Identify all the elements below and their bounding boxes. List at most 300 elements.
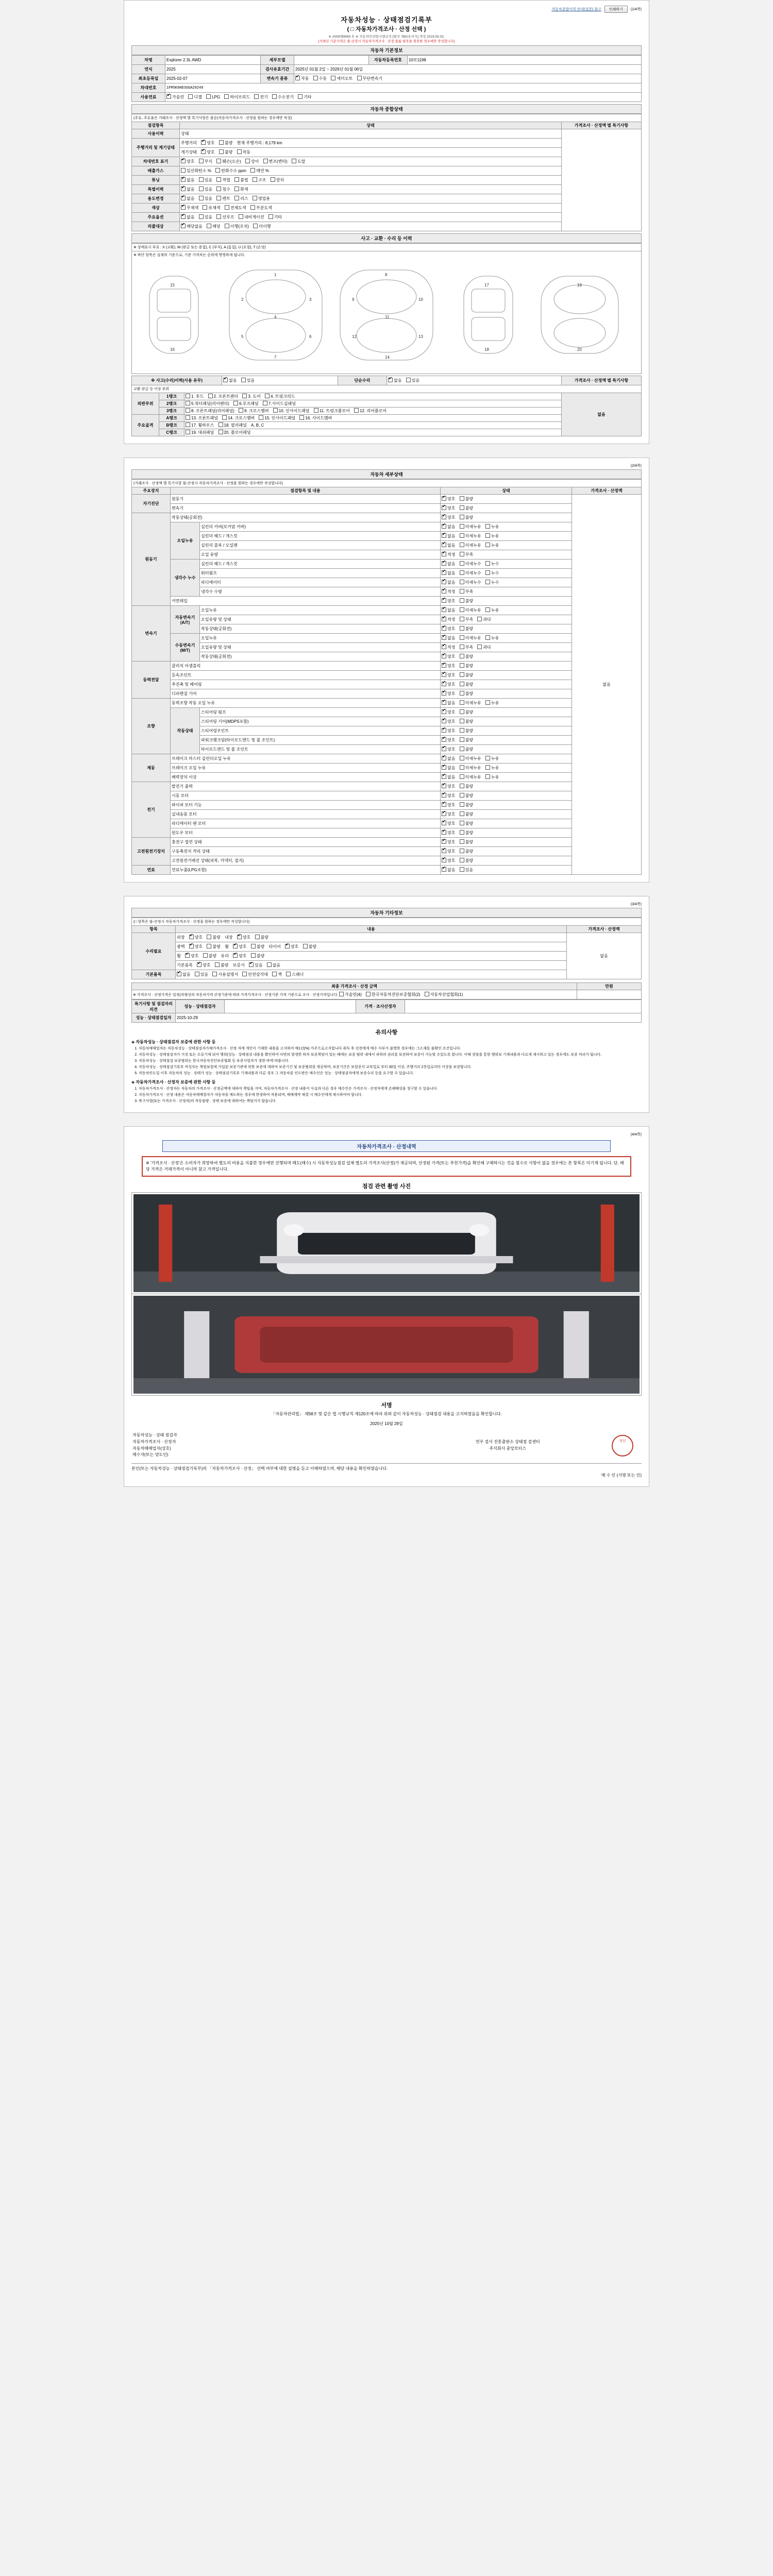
power-item-2: 추진축 및 베어링 [171, 680, 441, 689]
page-label-2: (2/4쪽) [630, 464, 642, 468]
mt-state-1: ✔ 적정 부족 과다 [441, 643, 572, 652]
recall-opt-done[interactable]: 이행(조치) [225, 224, 249, 229]
terms-item-1-2: 3. 복구사항(또는 가격조사 · 산정차)의 작동불량 · 상태 보증에 대하여는 책임지지 않습니다. [139, 1099, 642, 1104]
elec-state-4: ✔ 양호 불량 [441, 819, 572, 828]
top-link[interactable]: 자동차종합이력 안내(설문) 참고 [551, 8, 601, 11]
label-insp: 검사유효기간 [261, 65, 294, 74]
cond-row-special-value [180, 185, 562, 194]
other-head-note: (□ 항목은 불-산정시 자동차가격조사 · 산정을 원하는 경우에만 작성합니다) [131, 918, 642, 925]
svg-text:3: 3 [309, 297, 312, 302]
cond-row-recall-label: 리콜대상 [132, 222, 180, 231]
other-row-1: 광택 ✔ 양호 불량 휠 ✔ 양호 불량 타이어 ✔ 양호 불량 [176, 942, 567, 952]
outer-panel-label: 외판부위 [132, 393, 159, 415]
elec-item-4: 라디에이터 팬 모터 [171, 819, 441, 828]
svg-text:14: 14 [385, 355, 390, 360]
usechg-opt-yes[interactable]: 있음 [199, 196, 212, 201]
terms-item-0-0: 1. 자동차매매업자는 자동차성능 · 상태점검자가체가격조사 · 산정 자에 개인이 기재한 내용을 고지하여 매1년(%) 가주으로고지합니다 취득 후 선전에게 매수 사부가 불명한 경우에는 그소재를 불확인 조건입니다. [139, 1046, 642, 1052]
engine-item-2: 실린더 헤드 / 개스킷 [200, 532, 441, 541]
terms-list-1 [139, 1087, 642, 1104]
footer-confirm: 본인(또는 자동차성능 · 상태점검기록부)의 「자동차가격조사 · 산정」 선택 여부에 대한 설명을 듣고 이해하였으며, 해당 내용을 확인하였습니다. [131, 1463, 642, 1472]
at-item-1: 오일유량 및 상태 [200, 615, 441, 624]
hv-state-2: ✔ 양호 불량 [441, 856, 572, 866]
accident-bottom-right-label: 단순수리 [338, 376, 387, 385]
elec-item-2: 와이퍼 모터 기능 [171, 801, 441, 810]
value-regno: 10모1198 [408, 56, 642, 65]
meter-opt-1[interactable]: 불량 [219, 149, 232, 155]
sign-line-3: 매수자(또는 양도인) [132, 1452, 169, 1458]
engine-state-9: ✔ 양호 불량 [441, 597, 572, 606]
opinion-v2-label: 가격 · 조사산정자 [356, 1000, 405, 1013]
cond-row-color-value [180, 204, 562, 213]
recall-opt-na[interactable]: ✔ 해당없음 [181, 224, 203, 229]
engine-sub-oil: 오일누유 [171, 522, 200, 560]
price-info-redbox: ※ '가격조사 · 산정'은 소비자가 희망하여 별도의 비용을 지불한 경우에만 진행되며 매도(매수) 시 자동차성능점검 업체 별도의 가격조사(산정)가 제공되며, 산정된 가격(또는 추천가격)을 확인해 구매하시는 것을 필수로 사항이 없을 경우에는 본 항목은 미기재 됩니다. 단, 해당 가격은 거래가격이 아니며 참고 가격입니다. [142, 1156, 631, 1177]
trans-sub-at: 자동변속기(A/T) [171, 606, 200, 634]
svg-text:19: 19 [577, 283, 582, 287]
svg-text:12: 12 [352, 334, 357, 339]
steer-item-5: 타이로드엔드 및 볼 조인트 [200, 745, 441, 754]
at-item-2: 작동상태(공회전) [200, 624, 441, 634]
tuning-opt-legal[interactable]: 적법 [216, 177, 230, 183]
steer-state-0: ✔ 없음 미세누유 누유 [441, 699, 572, 708]
engine-state-5: ✔ 없음 미세누수 누수 [441, 560, 572, 569]
opinion-label: 특기사항 및 점검자의 의견 [132, 1000, 176, 1013]
mt-state-2: ✔ 양호 불량 [441, 652, 572, 662]
other-row-4: ✔ 없음 있음 사용설명서 안전삼각대 잭 스패너 [176, 970, 567, 979]
engine-item-8: 냉각수 수량 [200, 587, 441, 597]
recall-opt-yes[interactable]: 해당 [207, 224, 220, 229]
accident-bottom-right-value [387, 376, 562, 385]
section-condition-title: 자동차 종합상태 [131, 104, 642, 114]
outer-items-0: 1. 후드 2. 프론트팬더 3. 도어 4. 트렁크리드 [184, 393, 562, 400]
elec-item-0: 발전기 출력 [171, 782, 441, 791]
engine-item-7: 라디에이터 [200, 578, 441, 587]
page-subtitle: ( □ 자동차가격조사 · 산정 선택 ) [347, 26, 426, 32]
svg-text:8: 8 [385, 273, 388, 277]
svg-text:7: 7 [274, 355, 277, 360]
engine-item-0: 작동상태(공회전) [171, 513, 441, 522]
vinmark-opt-0[interactable]: ✔ 양호 [181, 159, 194, 164]
other-row-3: 기본품목 ✔ 양호 불량 보증서 ✔ 있음 없음 [176, 961, 567, 970]
cond-row-color-label: 색상 [132, 204, 180, 213]
inspect-date-value: 2025-10-29 [176, 1013, 642, 1023]
vinmark-opt-4[interactable]: 변조(변타) [263, 159, 288, 164]
terms-item-1-1: 2. 자동차가격조사 · 산정 내용은 자동차매매업자가 자동차를 매도하는 경우에 한정하여 적용되며, 매매계약 체결 시 매수인에게 제시하여야 합니다. [139, 1093, 642, 1098]
accident-note-2: ※ 하단 항목은 실제의 기준으로, 기준 가격차는 순위에 명명하세 됩니다. [131, 251, 642, 259]
terms-title: 유의사항 [375, 1029, 398, 1036]
power-state-1: ✔ 양호 불량 [441, 671, 572, 680]
hv-state-0: ✔ 양호 불량 [441, 838, 572, 847]
cond-col-1: 상태 [180, 122, 562, 129]
accident-note-1: ※ 상태표시 부호 : X (교환), W (판금 또는 용접), C (부식), A (흠집), U (요철), T (손상) [131, 243, 642, 251]
svg-text:13: 13 [418, 334, 423, 339]
fuelrow-state-0: ✔ 없음 있음 [441, 866, 572, 875]
brake-item-1: 브레이크 오일 누유 [171, 764, 441, 773]
meter-opt-0[interactable]: ✔ 양호 [201, 149, 214, 155]
elec-state-5: ✔ 양호 불량 [441, 828, 572, 838]
accident-bottom-left-value [222, 376, 338, 385]
inner-items-0: 13. 프론트패널 14. 크로스맴버 15. 인사이드패널 16. 사이드맴버 [184, 415, 562, 422]
trans-sub-mt: 수동변속기(M/T) [171, 634, 200, 662]
price-note: ※ 가격조사 · 산정가격은 일정(차량상의 자동차가격 산정기준에 따라 가격가격조사 · 산정기준 가격 기준으로 조사 · 산정가격입니다. 가솔린(4) 한국자동차진단보증협회(2) 자동차산업협회(1) [132, 990, 577, 999]
selfdiag-state-0: ✔ 양호 불량 [441, 495, 572, 504]
trip-opt-ok[interactable]: ✔ 양호 [201, 140, 214, 146]
usechg-opt-rent[interactable]: 렌트 [216, 196, 230, 201]
opinion-table [131, 999, 642, 1023]
tuning-opt-none[interactable]: ✔ 없음 [181, 177, 194, 183]
detail-table [131, 487, 642, 875]
label-regno: 자동차등록번호 [369, 56, 408, 65]
svg-text:2: 2 [241, 297, 244, 302]
page-1 [124, 0, 649, 444]
cond-row-meter-value: 계기상태 ✔ 양호 불량 작동 [180, 148, 562, 157]
price-unit: 만원 [577, 983, 642, 990]
engine-item-5: 실린더 헤드 / 개스킷 [200, 560, 441, 569]
cond-row-recall-value [180, 222, 562, 231]
steer-item-1: 스티어링 펌프 [200, 708, 441, 717]
opinion-v2[interactable] [405, 1000, 642, 1013]
footer-signature[interactable]: 매 수 인 (서명 또는 인) [601, 1472, 642, 1478]
photo-2-box [131, 1294, 642, 1396]
cond-row-option-label: 주요옵션 [132, 213, 180, 222]
mt-state-0: ✔ 없음 미세누유 누유 [441, 634, 572, 643]
simple-none[interactable]: ✔ 없음 [388, 378, 401, 383]
sign-line-1: 자동차가격조사 · 산정자 [132, 1439, 176, 1444]
usechg-opt-lease[interactable]: 리스 [234, 196, 248, 201]
vinmark-opt-3[interactable]: 상이 [245, 159, 259, 164]
steer-state-1: ✔ 양호 불량 [441, 708, 572, 717]
outer-items-2: 8. 프론트패널(리어패널) 9. 크로스맴버 10. 인사이드패널 11. 트렁크플로어 12. 리어플로어 [184, 408, 562, 415]
special-opt-yes[interactable]: 있음 [199, 187, 212, 192]
other-grp-basic: 기본품목 [132, 970, 176, 979]
page-label-4: (4/4쪽) [630, 1133, 642, 1137]
detail-col-3: 가격조사 · 산정액 [572, 487, 642, 495]
engine-state-3: ✔ 없음 미세누유 누유 [441, 541, 572, 550]
at-state-1: ✔ 적정 부족 과다 [441, 615, 572, 624]
signature-table [131, 1432, 642, 1459]
inner-frame-label: 주요골격 [132, 415, 159, 436]
fuel-opt-4[interactable]: 전기 [254, 94, 267, 100]
label-fuel: 사용연료 [132, 93, 165, 102]
accident-summary-table [131, 376, 642, 385]
cond-row-trip-value: 주행거리 ✔ 양호 불량 현재 주행거리 : 8,179 km [180, 139, 562, 148]
terms-item-0-2: 3. 자동차성능 · 상태점검 보증범위는 한국자동차진단보증협회 등 보증사업자가 정한 바에 따릅니다. [139, 1059, 642, 1064]
sign-date: 2025년 10월 29일 [370, 1421, 403, 1427]
trans-opt-cvt[interactable]: 무단변속기 [357, 76, 383, 81]
section-other-title: 자동차 기타정보 [131, 908, 642, 918]
at-state-2: ✔ 양호 불량 [441, 624, 572, 634]
page-4 [124, 1126, 649, 1486]
elec-item-1: 시동 모터 [171, 791, 441, 801]
grp-brake: 제동 [132, 754, 171, 782]
option-opt-none[interactable]: ✔ 없음 [181, 214, 194, 220]
svg-text:6: 6 [309, 334, 312, 339]
elec-state-0: ✔ 양호 불량 [441, 782, 572, 791]
trip-opt-bad[interactable]: 불량 [219, 140, 232, 146]
grp-engine: 원동기 [132, 513, 171, 606]
outer-rank-0: 1랭크 [159, 393, 184, 400]
page-label-3: (3/4쪽) [630, 903, 642, 906]
cond-row-option-value [180, 213, 562, 222]
page-3 [124, 896, 649, 1113]
vinmark-opt-1[interactable]: 부식 [199, 159, 212, 164]
simple-yes[interactable]: 있음 [406, 378, 419, 383]
svg-text:16: 16 [170, 347, 175, 352]
engine-item-3: 실린더 블록 / 오일팬 [200, 541, 441, 550]
svg-text:1: 1 [274, 273, 277, 277]
acc-none[interactable]: ✔ 없음 [223, 378, 237, 383]
engine-state-4: ✔ 적정 부족 [441, 550, 572, 560]
cond-row-usage-label: 사용이력 [132, 129, 180, 139]
sign-line-0: 자동차성능 · 상태 점검자 [132, 1432, 177, 1437]
power-state-3: ✔ 양호 불량 [441, 689, 572, 699]
opinion-v1[interactable] [225, 1000, 356, 1013]
value-submodel [294, 56, 369, 65]
power-item-1: 등속조인트 [171, 671, 441, 680]
other-table [131, 925, 642, 979]
fuel-opt-3[interactable]: 하이브리드 [224, 94, 250, 100]
opinion-v1-label: 성능 · 상태점검자 [176, 1000, 225, 1013]
other-row-0: 외장 ✔ 양호 불량 내장 ✔ 양호 불량 [176, 933, 567, 942]
tuning-opt-illegal[interactable]: 불법 [234, 177, 248, 183]
inspection-photo-underbody [133, 1296, 640, 1394]
at-item-0: 오일누유 [200, 606, 441, 615]
steer-sub: 작동상태 [171, 708, 200, 754]
cond-col-0: 점검항목 [132, 122, 180, 129]
cond-row-emission-label: 배출가스 [132, 166, 180, 176]
trip-current-value: 8,179 km [265, 141, 282, 145]
value-year: 2025 [165, 65, 261, 74]
condition-table [131, 122, 642, 231]
basic-info-table [131, 55, 642, 102]
detail-right-note: 없음 [572, 495, 642, 875]
steer-state-5: ✔ 양호 불량 [441, 745, 572, 754]
engine-item-6: 워터펌프 [200, 569, 441, 578]
engine-state-0: ✔ 양호 불량 [441, 513, 572, 522]
detail-col-1: 점검항목 및 내용 [171, 487, 441, 495]
option-opt-nav[interactable]: 내비게이션 [239, 214, 264, 220]
photo-section-title: 점검 관련 촬영 사진 [362, 1183, 411, 1190]
label-submodel: 세부모델 [261, 56, 294, 65]
color-opt-part[interactable]: 부분도색 [250, 205, 272, 211]
section-detail-title: 자동차 세부상태 [131, 469, 642, 479]
tuning-opt-struct[interactable]: 구조 [253, 177, 266, 183]
color-opt-full[interactable]: 전체도색 [225, 205, 246, 211]
header-guide: (거래신 기준가격은 볼-산정시 자동차가격조사 · 산정 불롬 항목을 점검한 경우에만 작성합니다) [318, 40, 455, 43]
page-toolbar [131, 6, 642, 13]
section-basic-title: 자동차 기본정보 [131, 45, 642, 55]
inner-items-2: 19. 대쉬패널 20. 플로어패널 [184, 429, 562, 436]
selfdiag-item-0: 원동기 [171, 495, 441, 504]
option-opt-sunroof[interactable]: 선루프 [216, 214, 234, 220]
sign-line-2: 자동차매매업자(상호) [132, 1446, 171, 1451]
elec-state-3: ✔ 양호 불량 [441, 810, 572, 819]
svg-text:18: 18 [484, 347, 489, 352]
price-table [131, 982, 642, 999]
trans-opt-auto[interactable]: ✔ 자동 [295, 76, 309, 81]
steer-state-3: ✔ 양호 불량 [441, 726, 572, 736]
agree-label: 주식회사 중앙모터스 [489, 1446, 527, 1451]
meter-opt-2[interactable]: 작동 [237, 149, 250, 155]
acc-yes[interactable]: 있음 [241, 378, 255, 383]
engine-item-1: 실린더 커버(로커암 커버) [200, 522, 441, 532]
detail-head-note: (거래조사 · 산정액 별 특기사항 불-산정시 자동차가격조사 · 산정을 원하는 경우에만 작성합니다) [131, 479, 642, 487]
svg-text:15: 15 [170, 283, 175, 287]
special-opt-flood[interactable]: 침수 [216, 187, 230, 192]
inner-rank-0: A랭크 [159, 415, 184, 422]
accident-diagram[interactable] [131, 259, 642, 374]
label-vin: 차대번호 [132, 83, 165, 93]
hv-state-1: ✔ 양호 불량 [441, 847, 572, 856]
trans-opt-semi[interactable]: 세미오토 [331, 76, 352, 81]
grp-steering: 조향 [132, 699, 171, 754]
label-trans: 변속기 종류 [261, 74, 294, 83]
elec-state-1: ✔ 양호 불량 [441, 791, 572, 801]
brake-item-2: 배력장치 이상 [171, 773, 441, 782]
car-diagram-canvas[interactable] [134, 261, 639, 371]
fuel-opt-5[interactable]: 수소전기 [272, 94, 294, 100]
fuelrow-item-0: 연료누출(LPG포함) [171, 866, 441, 875]
svg-text:4: 4 [274, 315, 277, 319]
cond-note-cell [562, 129, 642, 231]
engine-item-9: 커먼레일 [171, 597, 441, 606]
usechg-opt-none[interactable]: ✔ 없음 [181, 196, 194, 201]
option-opt-yes[interactable]: 있음 [199, 214, 212, 220]
steer-state-4: ✔ 양호 불량 [441, 736, 572, 745]
engine-state-7: ✔ 없음 미세누수 누수 [441, 578, 572, 587]
engine-item-4: 오일 유량 [200, 550, 441, 560]
terms-h-1: ◈ 자동차가격조사 · 산정자 보증에 관한 사항 등 [131, 1080, 216, 1085]
cond-row-vinmark-label: 차대번호 표기 [132, 157, 180, 166]
cond-col-2: 가격조사 · 산정액 별 특기사항 [562, 122, 642, 129]
terms-item-0-4: 5. 자동차인도일 이후 자동차의 성능 · 상태가 성능 · 상태점검기록부 기재내용과 다른 경우 그 자동차를 인도받은 매수인은 성능 · 상태점검자에게 보증수리 등을 요구할 수 있습니다. [139, 1071, 642, 1076]
svg-text:20: 20 [577, 347, 582, 352]
car-outline-svg [134, 261, 644, 369]
svg-text:11: 11 [385, 315, 390, 319]
photo-1-box [131, 1192, 642, 1294]
grp-hv: 고전원전기장치 [132, 838, 171, 866]
value-carname: Explorer 2.3L AWD [165, 56, 261, 65]
terms-h-0: ◈ 자동차성능 · 상태점검자 보증에 관한 사항 등 [131, 1040, 216, 1044]
vinmark-opt-2[interactable]: 훼손(오손) [216, 159, 241, 164]
value-insp: 2025년 01월 2일 ~ 2026년 01월 06일 [294, 65, 642, 74]
outer-rank-1: 2랭크 [159, 400, 184, 408]
accident-bottom-note: 가격조사 · 산정액 별 특기사항 [562, 376, 642, 385]
other-row-2: 휠 ✔ 양호 불량 유리 ✔ 양호 불량 [176, 952, 567, 961]
page-title: 자동차성능 · 상태점검기록부 [341, 16, 432, 24]
svg-text:5: 5 [241, 334, 244, 339]
value-vin: 1FM5K8HD3SGA29249 [165, 83, 642, 93]
cond-row-usage-value: 상태 [180, 129, 562, 139]
outer-rank-2: 3랭크 [159, 408, 184, 415]
trans-opt-manual[interactable]: 수동 [313, 76, 327, 81]
hv-item-0: 충전구 절연 상태 [171, 838, 441, 847]
svg-text:10: 10 [418, 297, 423, 302]
elec-item-3: 실내송풍 모터 [171, 810, 441, 819]
detail-col-0: 주요장치 [132, 487, 171, 495]
selfdiag-state-1: ✔ 양호 불량 [441, 504, 572, 513]
other-col-2: 가격조사 · 산정액 [567, 926, 642, 933]
power-item-0: 클러치 어셈블리 [171, 662, 441, 671]
special-opt-fire[interactable]: 화재 [234, 187, 248, 192]
brake-state-1: ✔ 없음 미세누유 누유 [441, 764, 572, 773]
outer-items-1: 5.쿼터패널(리어펜더) 6.루프패널 7.사이드실패널 [184, 400, 562, 408]
label-carname: 차명 [132, 56, 165, 65]
power-state-2: ✔ 양호 불량 [441, 680, 572, 689]
mt-item-2: 작동상태(공회전) [200, 652, 441, 662]
fuel-opt-1[interactable]: 디젤 [188, 94, 201, 100]
terms-list-0 [139, 1046, 642, 1077]
fuel-opt-2[interactable]: LPG [206, 94, 220, 99]
cond-row-trip-label: 주행거리 및 계기상태 [132, 139, 180, 157]
special-opt-none[interactable]: ✔ 없음 [181, 187, 194, 192]
elec-state-2: ✔ 양호 불량 [441, 801, 572, 810]
engine-state-6: ✔ 없음 미세누수 누수 [441, 569, 572, 578]
recall-opt-notdone[interactable]: 미이행 [253, 224, 271, 229]
fuel-opt-0[interactable]: ✔ 가솔린 [166, 94, 184, 100]
grp-fuel: 연료 [132, 866, 171, 875]
accident-right-note: 없음 [562, 393, 642, 436]
vinmark-opt-5[interactable]: 도말 [292, 159, 305, 164]
color-opt-1[interactable]: 유채색 [203, 205, 220, 211]
page-2 [124, 457, 649, 883]
inner-rank-1: B랭크 [159, 422, 184, 429]
brake-state-0: ✔ 없음 미세누유 누유 [441, 754, 572, 764]
other-col-1: 내용 [176, 926, 567, 933]
price-value [577, 990, 642, 999]
print-button[interactable]: 인쇄하기 [604, 6, 628, 13]
brake-item-0: 브레이크 마스터 실린더오일 누유 [171, 754, 441, 764]
color-opt-0[interactable]: ✔ 무채색 [181, 205, 198, 211]
cond-row-tuning-value [180, 176, 562, 185]
tuning-opt-yes[interactable]: 있음 [199, 177, 212, 183]
page-label-1: (1/4쪽) [630, 8, 642, 11]
section-accident-title: 사고 · 교환 · 수리 등 이력 [131, 233, 642, 243]
option-opt-etc[interactable]: 기타 [268, 214, 282, 220]
hv-item-2: 고전원전기배선 상태(피복, 커넥터, 접지) [171, 856, 441, 866]
inspect-date-label: 성능 · 상태점검일자 [132, 1013, 176, 1023]
value-first: 2025-02-07 [165, 74, 261, 83]
at-state-0: ✔ 없음 미세누유 누유 [441, 606, 572, 615]
cond-row-special-label: 특별이력 [132, 185, 180, 194]
cond-row-usechg-label: 용도변경 [132, 194, 180, 204]
price-info-title: 자동차가격조사 · 산정내역 [162, 1140, 611, 1152]
svg-text:17: 17 [484, 283, 489, 287]
steer-item-2: 스티어링 기어(MDPS포함) [200, 717, 441, 726]
steer-item-4: 파워크랭크암(타이로드엔드 및 볼 조인트) [200, 736, 441, 745]
cond-row-tuning-label: 튜닝 [132, 176, 180, 185]
inspection-photo-front [133, 1194, 640, 1292]
other-right-note: 없음 [567, 933, 642, 979]
accident-detail-table [131, 393, 642, 436]
detail-col-2: 상태 [441, 487, 572, 495]
selfdiag-item-1: 변속기 [171, 504, 441, 513]
grp-trans: 변속기 [132, 606, 171, 662]
fuel-opt-6[interactable]: 기타 [298, 94, 311, 100]
cond-row-emission-value: 일산화탄소 % 탄화수소 ppm 매연 % [180, 166, 562, 176]
tuning-opt-device[interactable]: 장치 [271, 177, 284, 183]
seal-stamp: 직인 [612, 1435, 633, 1456]
usechg-opt-biz[interactable]: 영업용 [253, 196, 270, 201]
engine-sub-coolant: 냉각수 누수 [171, 560, 200, 597]
mt-item-1: 오일유량 및 상태 [200, 643, 441, 652]
steer-item-0: 동력조향 작동 오일 누유 [171, 699, 441, 708]
company-name: 연우 검사 진흥출판소 상태점 검센터 [475, 1439, 540, 1444]
condition-head-note: (주유, 주유율은 거래조사 · 산정액 별 특기사항은 불순(자동차가격조사 · 산정을 원하는 경우에만 작성) [131, 114, 642, 122]
hv-item-1: 구동축전지 격리 상태 [171, 847, 441, 856]
terms-item-0-3: 4. 자동차성능 · 상태점검기록부 작성자는 책임보험에 가입된 보증기관에 의한 보증에 대하여 보증기간 및 보증범위를 제공하며, 보증기간은 보험증서 교부일로 부터 30일 이상, 주행거리 2천킬로미터 이상을 보장합니다. [139, 1065, 642, 1070]
terms-item-1-0: 1. 자동차가격조사 · 산정자는 자동차의 가격조사 · 산정금액에 대하여 책임을 지며, 자동차가격조사 · 산정 내용이 사실과 다른 경우 매수인은 가격조사 · 산정자에게 손해배상을 청구할 수 있습니다. [139, 1087, 642, 1092]
